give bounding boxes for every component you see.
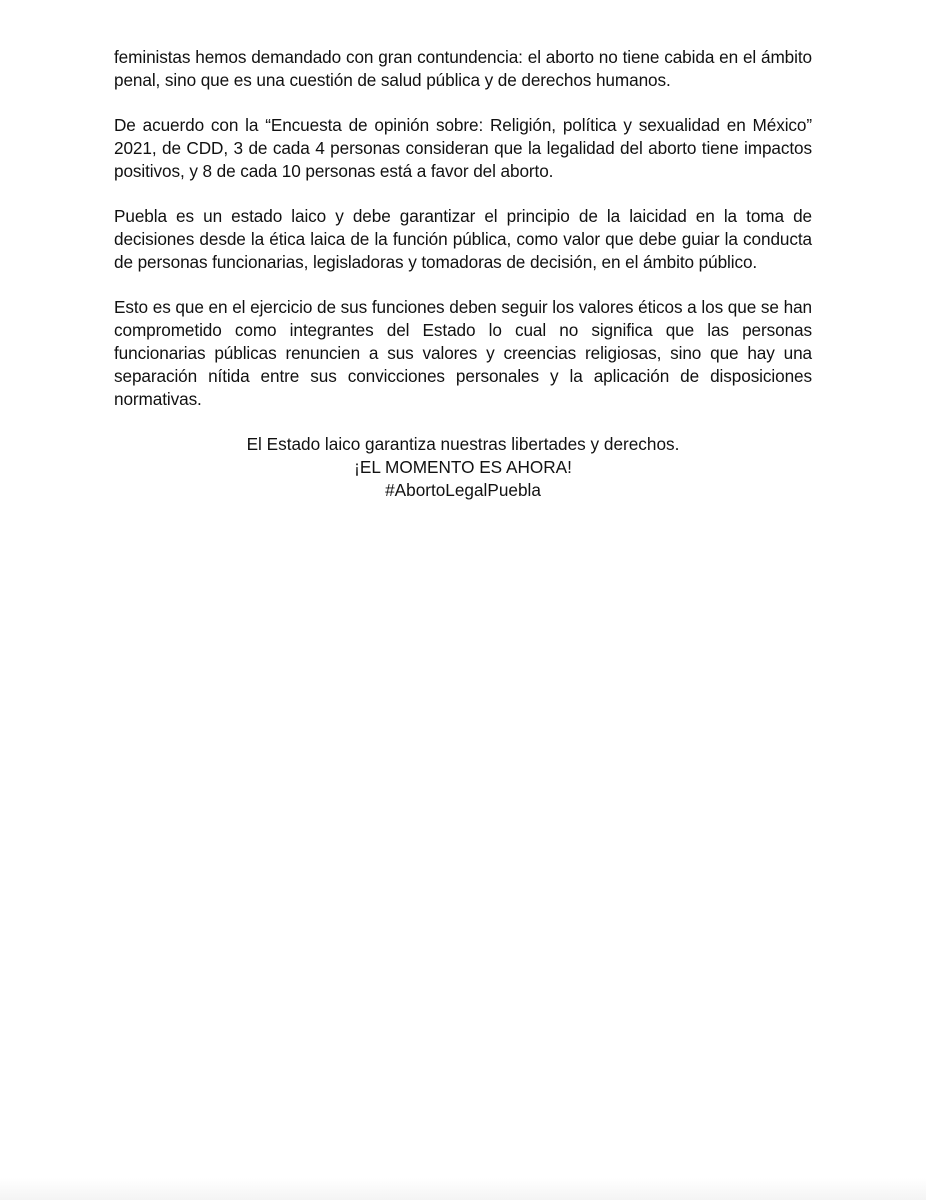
document-body (114, 46, 812, 502)
closing-hashtag: #AbortoLegalPuebla (385, 480, 541, 500)
closing-statement: El Estado laico garantiza nuestras libertades y derechos. (246, 434, 680, 454)
closing-slogan: ¡EL MOMENTO ES AHORA! (354, 457, 572, 477)
paragraph-1: feministas hemos demandado con gran contundencia: el aborto no tiene cabida en el ámbito penal, sino que es una cuestión de salud pública y de derechos humanos. (114, 47, 812, 90)
paragraph-2: De acuerdo con la “Encuesta de opinión sobre: Religión, política y sexualidad en México” 2021, de CDD, 3 de cada 4 personas consideran que la legalidad del aborto tiene impactos positivos, y 8 de cada 10 personas está a favor del aborto. (114, 115, 812, 181)
paragraph-4: Esto es que en el ejercicio de sus funciones deben seguir los valores éticos a los que se han comprometido como integrantes del Estado lo cual no significa que las personas funcionarias públicas renuncien a sus valores y creencias religiosas, sino que hay una separación nítida entre sus convicciones personales y la aplicación de disposiciones normativas. (114, 297, 812, 409)
page-bottom-edge (0, 1178, 926, 1200)
closing-block (114, 433, 812, 502)
paragraph-3: Puebla es un estado laico y debe garantizar el principio de la laicidad en la toma de decisiones desde la ética laica de la función pública, como valor que debe guiar la conducta de personas funcionarias, legisladoras y tomadoras de decisión, en el ámbito público. (114, 206, 812, 272)
